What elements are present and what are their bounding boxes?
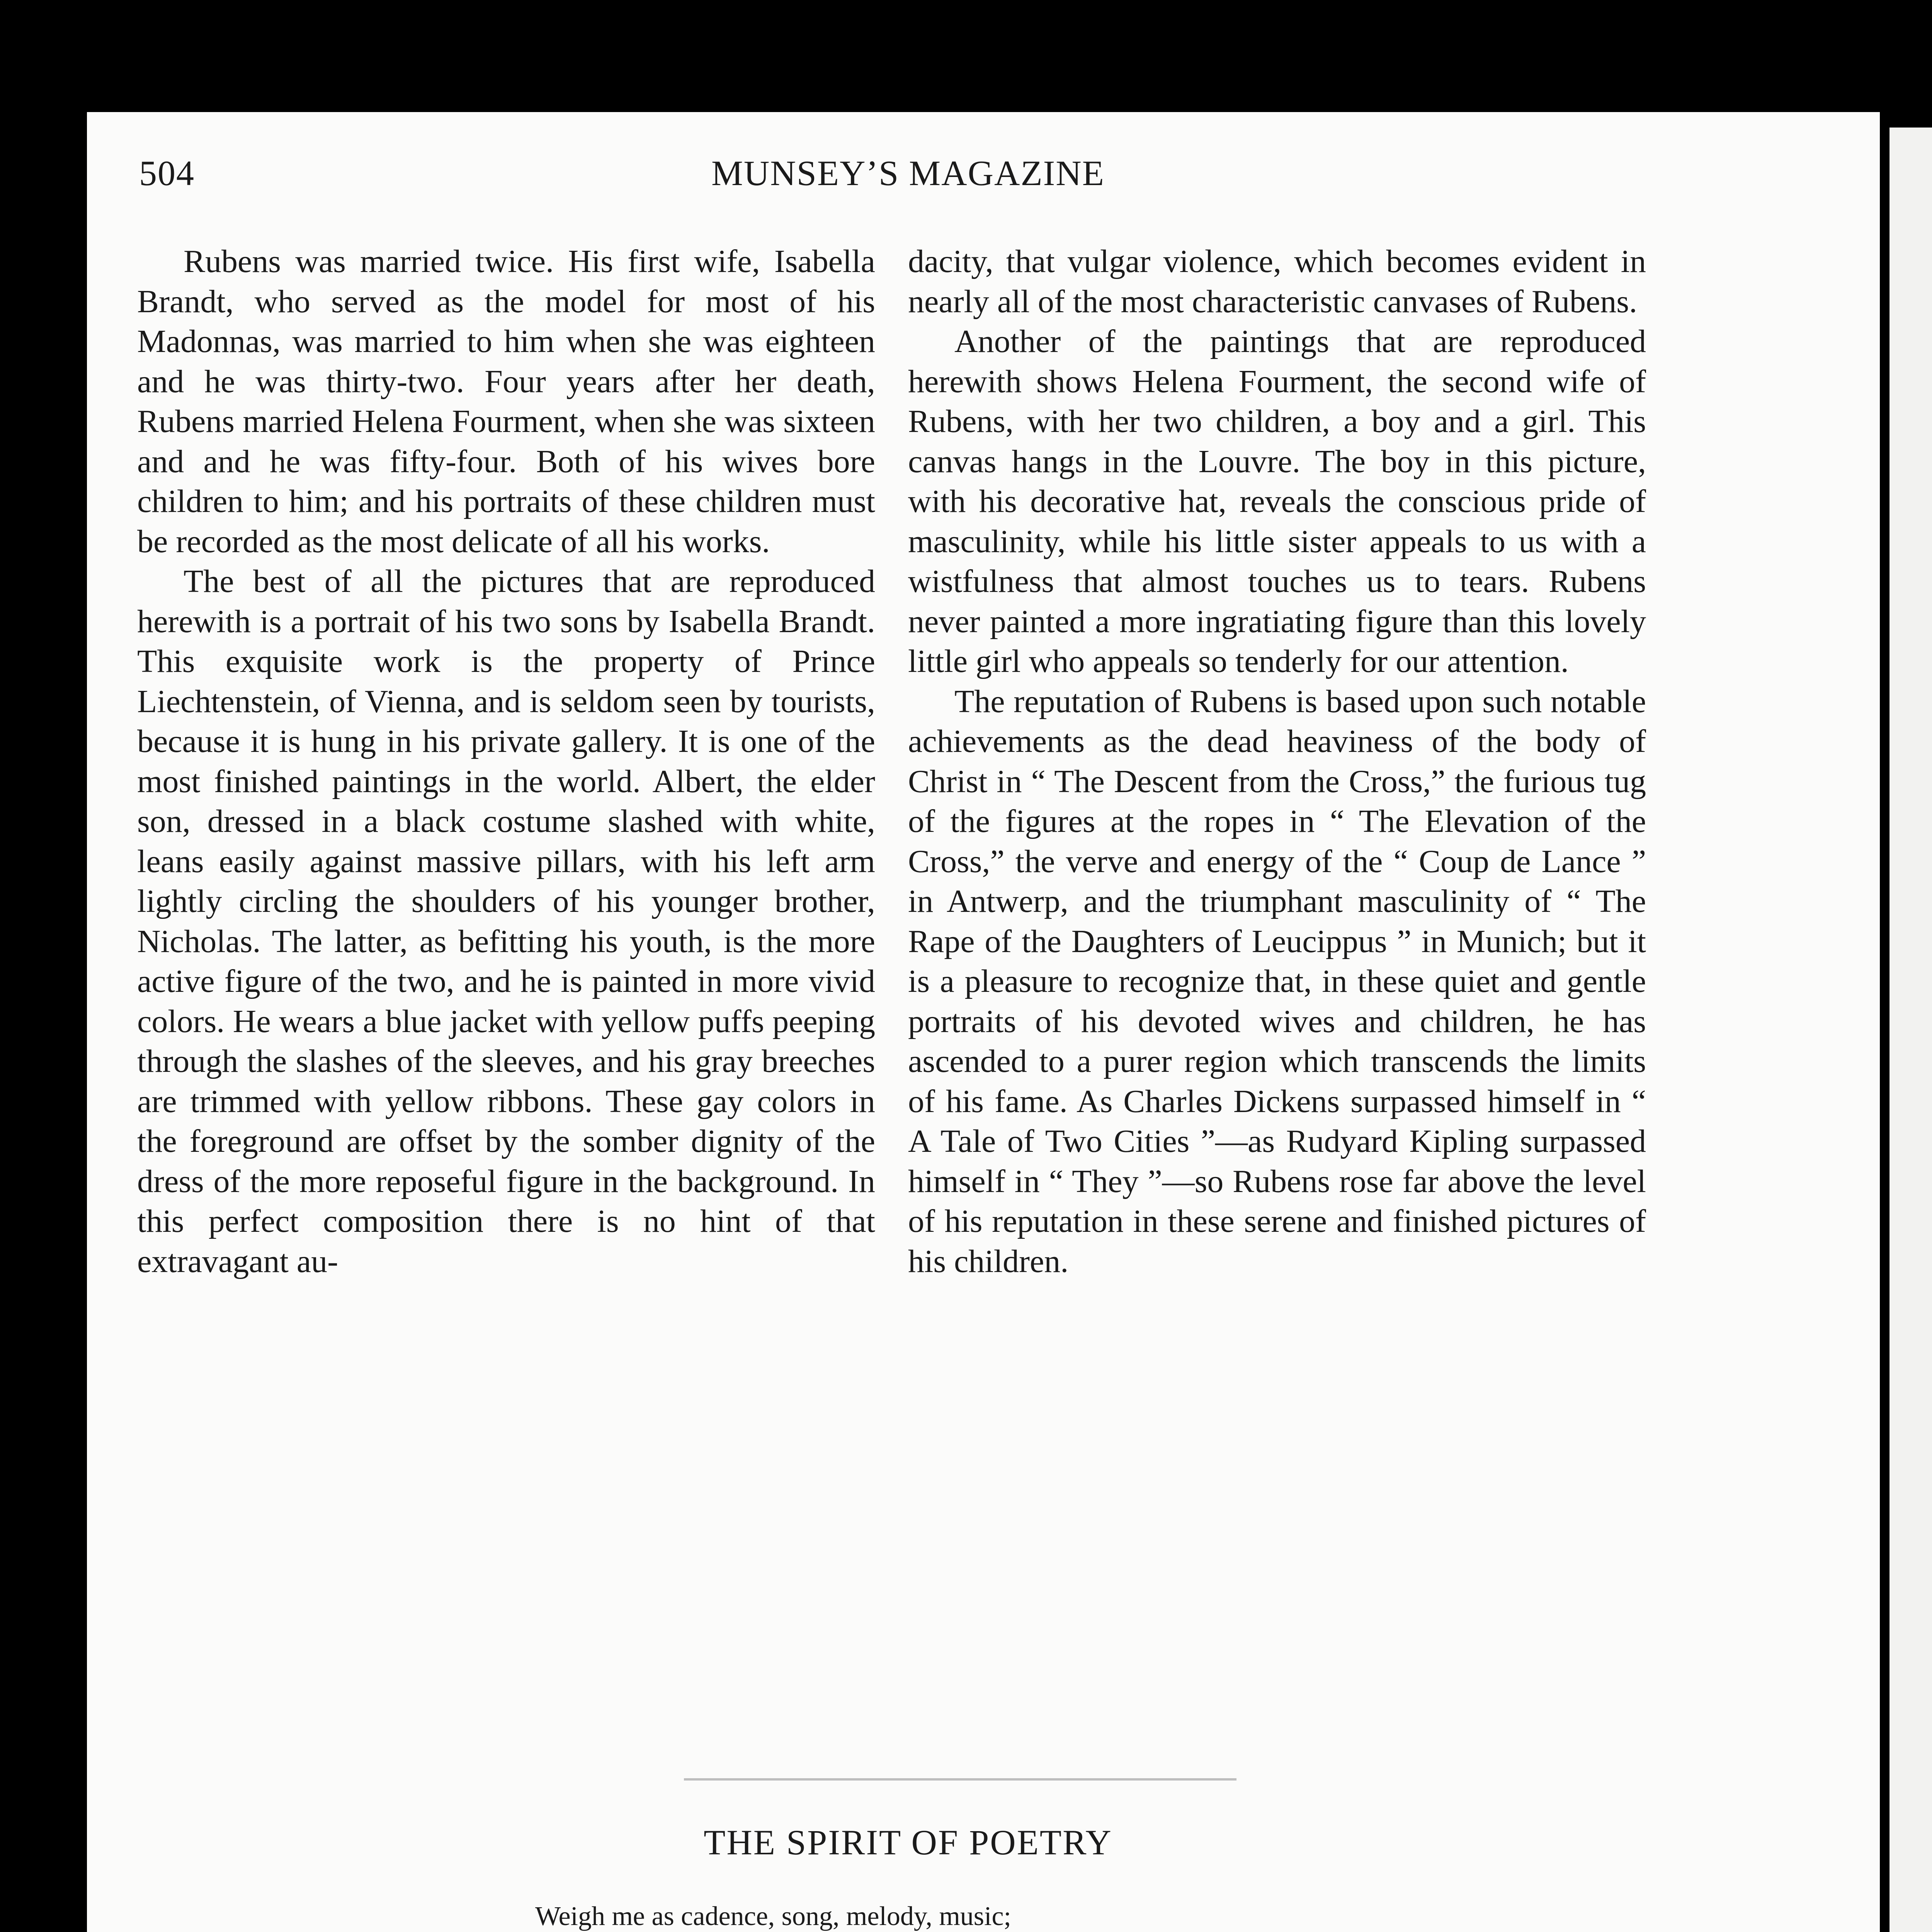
poem-stanza	[535, 1897, 1656, 1932]
section-divider	[684, 1778, 1236, 1781]
poem-body	[535, 1897, 1656, 1932]
magazine-title: MUNSEY’S MAGAZINE	[711, 153, 1105, 193]
article-paragraph: Rubens was married twice. His first wife, Isabella Brandt, who served as the model for most of his Madonnas, was married to him when she was eighteen and he was thirty-two. Four years after her death, Rubens married Helena Fourment, when she was sixteen and and he was fifty-four. Both of his wives bore children to him; and his portraits of these children must be recorded as the most delicate of all his works.	[137, 243, 875, 560]
article-column-left	[137, 242, 875, 1281]
article-paragraph-continuation: dacity, that vulgar violence, which becomes evident in nearly all of the most characteristic canvases of Rubens.	[908, 243, 1646, 320]
article-paragraph: Another of the paintings that are reproduced herewith shows Helena Fourment, the second wife of Rubens, with her two children, a boy and a girl. This canvas hangs in the Louvre. The boy in this picture, with his decorative hat, reveals the conscious pride of masculinity, while his little sister appeals to us with a wistfulness that almost touches us to tears. Rubens never painted a more ingratiating figure than this lovely little girl who appeals so tenderly for our attention.	[908, 323, 1646, 679]
page-number: 504	[139, 153, 195, 193]
facing-page-edge	[1889, 128, 1932, 1932]
article-paragraph: The best of all the pictures that are reproduced herewith is a portrait of his two sons by Isabella Brandt. This exquisite work is the property of Prince Liechtenstein, of Vienna, and is seldom seen by tourists, because it is hung in his private gallery. It is one of the most finished paintings in the world. Albert, the elder son, dressed in a black costume slashed with white, leans easily against massive pillars, with his left arm lightly circling the shoulders of his younger brother, Nicholas. The latter, as befitting his youth, is the more active figure of the two, and he is painted in more vivid colors. He wears a blue jacket with yellow puffs peeping through the slashes of the sleeves, and his gray breeches are trimmed with yellow ribbons. These gay colors in the foreground are offset by the somber dignity of the dress of the more reposeful figure in the background. In this perfect composition there is no hint of that extravagant au-	[137, 563, 875, 1279]
article-paragraph: The reputation of Rubens is based upon such notable achievements as the dead heaviness of the body of Christ in “ The Descent from the Cross,” the furious tug of the figures at the ropes in “ The Elevation of the Cross,” the verve and energy of the “ Coup de Lance ” in Antwerp, and the triumphant masculinity of “ The Rape of the Daughters of Leucippus ” in Munich; but it is a pleasure to recognize that, in these quiet and gentle portraits of his devoted wives and children, he has ascended to a purer region which transcends the limits of his fame. As Charles Dickens surpassed himself in “ A Tale of Two Cities ”—as Rudyard Kipling surpassed himself in “ They ”—so Rubens rose far above the level of his reputation in these serene and finished pictures of his children.	[908, 683, 1646, 1279]
article-column-right	[908, 242, 1646, 1281]
poem-line: Weigh me as cadence, song, melody, music;	[535, 1901, 1011, 1931]
poem-title: THE SPIRIT OF POETRY	[704, 1823, 1112, 1862]
